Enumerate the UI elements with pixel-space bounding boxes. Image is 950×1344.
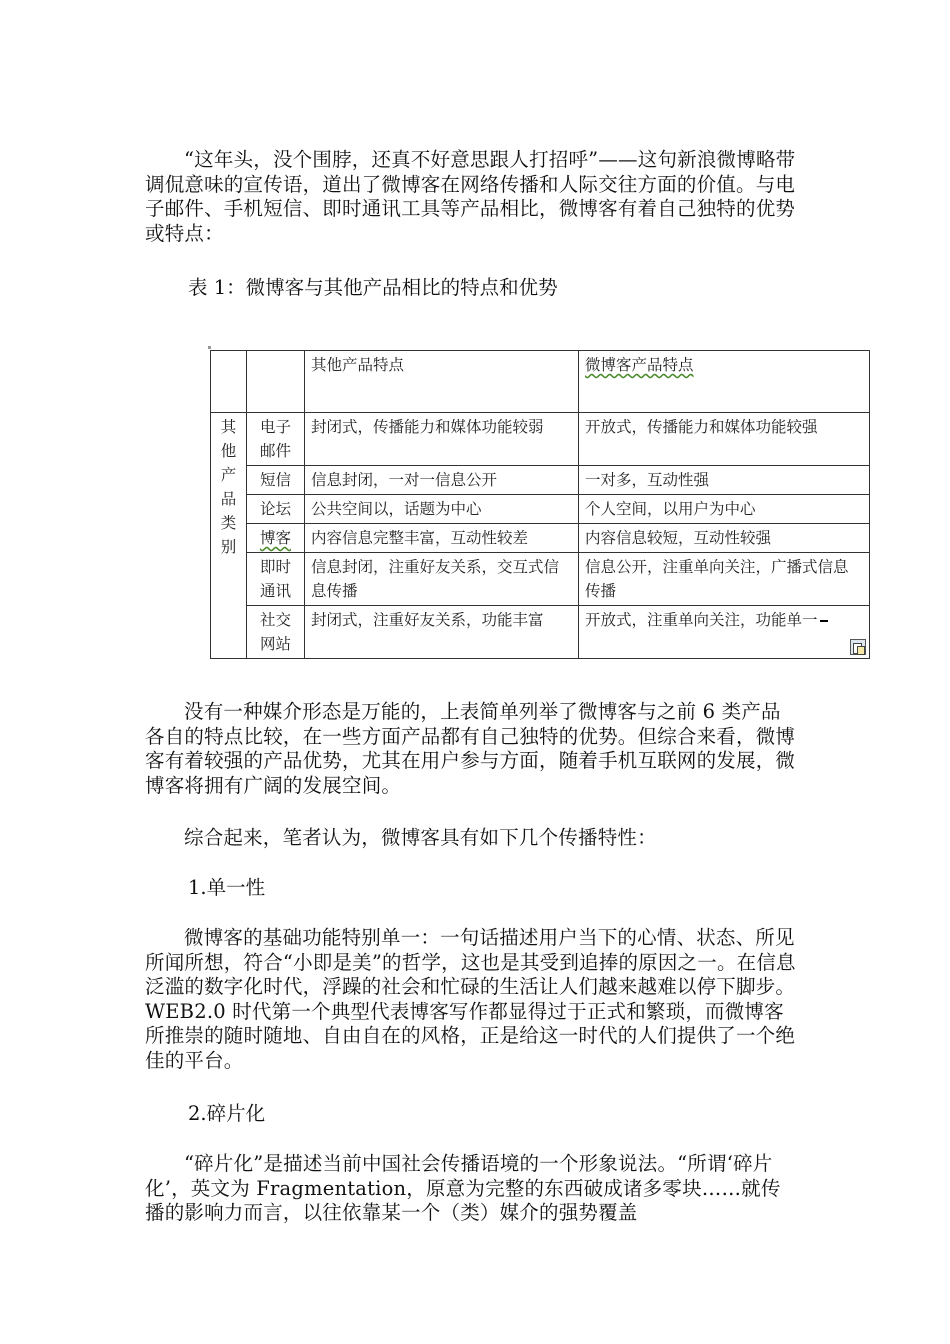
header-other-features: 其他产品特点 — [305, 351, 579, 413]
product-name-blog — [247, 524, 305, 553]
weibo-feature-sns: 开放式，注重单向关注，功能单一 — [585, 611, 818, 629]
header-empty-cell — [247, 351, 305, 413]
weibo-feature-blog: 内容信息较短，互动性较强 — [579, 524, 870, 553]
comparison-table — [210, 350, 870, 659]
other-feature-blog: 内容信息完整丰富，互动性较差 — [305, 524, 579, 553]
table-anchor-mark — [208, 346, 211, 349]
product-name-sns: 社交网站 — [247, 606, 305, 659]
fragmentation-paragraph: “碎片化”是描述当前中国社会传播语境的一个形象说法。“所谓‘碎片化’，英文为 Fragmentation，原意为完整的东西破成诸多零块……就传播的影响力而言，以往依靠某一个（类）媒介的强势覆盖 — [145, 1152, 781, 1224]
product-name-forum: 论坛 — [247, 495, 305, 524]
other-feature-email: 封闭式，传播能力和媒体功能较弱 — [305, 413, 579, 466]
category-cell — [211, 413, 247, 659]
table-header-row — [211, 351, 870, 413]
weibo-feature-email: 开放式，传播能力和媒体功能较强 — [579, 413, 870, 466]
table-row — [211, 413, 870, 466]
section-heading-simplicity: 1.单一性 — [188, 876, 266, 899]
table-row — [211, 495, 870, 524]
table-row — [211, 466, 870, 495]
intro-paragraph: “这年头，没个围脖，还真不好意思跟人打招呼”——这句新浪微博略带调侃意味的宣传语，道出了微博客在网络传播和人际交往方面的价值。与电子邮件、手机短信、即时通讯工具等产品相比，微博客有着自己独特的优势或特点： — [145, 148, 796, 245]
section-heading-fragmentation: 2.碎片化 — [188, 1102, 266, 1125]
product-name-blog-label: 博客 — [259, 529, 291, 547]
header-empty-cell — [211, 351, 247, 413]
product-name-im: 即时通讯 — [247, 553, 305, 606]
other-feature-sms: 信息封闭，一对一信息公开 — [305, 466, 579, 495]
other-feature-sns: 封闭式，注重好友关系，功能丰富 — [305, 606, 579, 659]
product-name-email: 电子邮件 — [247, 413, 305, 466]
table-caption: 表 1：微博客与其他产品相比的特点和优势 — [188, 276, 558, 299]
features-intro-paragraph: 综合起来，笔者认为，微博客具有如下几个传播特性： — [184, 826, 657, 849]
simplicity-paragraph: 微博客的基础功能特别单一：一句话描述用户当下的心情、状态、所见所闻所想，符合“小即是美”的哲学，这也是其受到追捧的原因之一。在信息泛滥的数字化时代，浮躁的社会和忙碌的生活让人们越来越难以停下脚步。WEB2.0 时代第一个典型代表博客写作都显得过于正式和繁琐，而微博客所推崇的随时随地、自由自在的风格，正是给这一时代的人们提供了一个绝佳的平台。 — [145, 926, 796, 1072]
header-weibo-label: 微博客产品特点 — [585, 356, 694, 374]
table-row — [211, 553, 870, 606]
table-row — [211, 524, 870, 553]
weibo-feature-sns-cell — [579, 606, 870, 659]
summary-paragraph: 没有一种媒介形态是万能的，上表简单列举了微博客与之前 6 类产品各自的特点比较，在一些方面产品都有自己独特的优势。但综合来看，微博客有着较强的产品优势，尤其在用户参与方面，随着手机互联网的发展，微博客将拥有广阔的发展空间。 — [145, 700, 796, 797]
category-label: 其他产品类别 — [220, 418, 237, 556]
weibo-feature-forum: 个人空间，以用户为中心 — [579, 495, 870, 524]
header-weibo-features — [579, 351, 870, 413]
other-feature-forum: 公共空间以，话题为中心 — [305, 495, 579, 524]
paste-options-icon[interactable] — [850, 639, 866, 655]
weibo-feature-sms: 一对多，互动性强 — [579, 466, 870, 495]
product-name-sms: 短信 — [247, 466, 305, 495]
weibo-feature-im: 信息公开，注重单向关注，广播式信息传播 — [579, 553, 870, 606]
other-feature-im: 信息封闭，注重好友关系，交互式信息传播 — [305, 553, 579, 606]
table-row — [211, 606, 870, 659]
text-cursor — [820, 620, 828, 622]
